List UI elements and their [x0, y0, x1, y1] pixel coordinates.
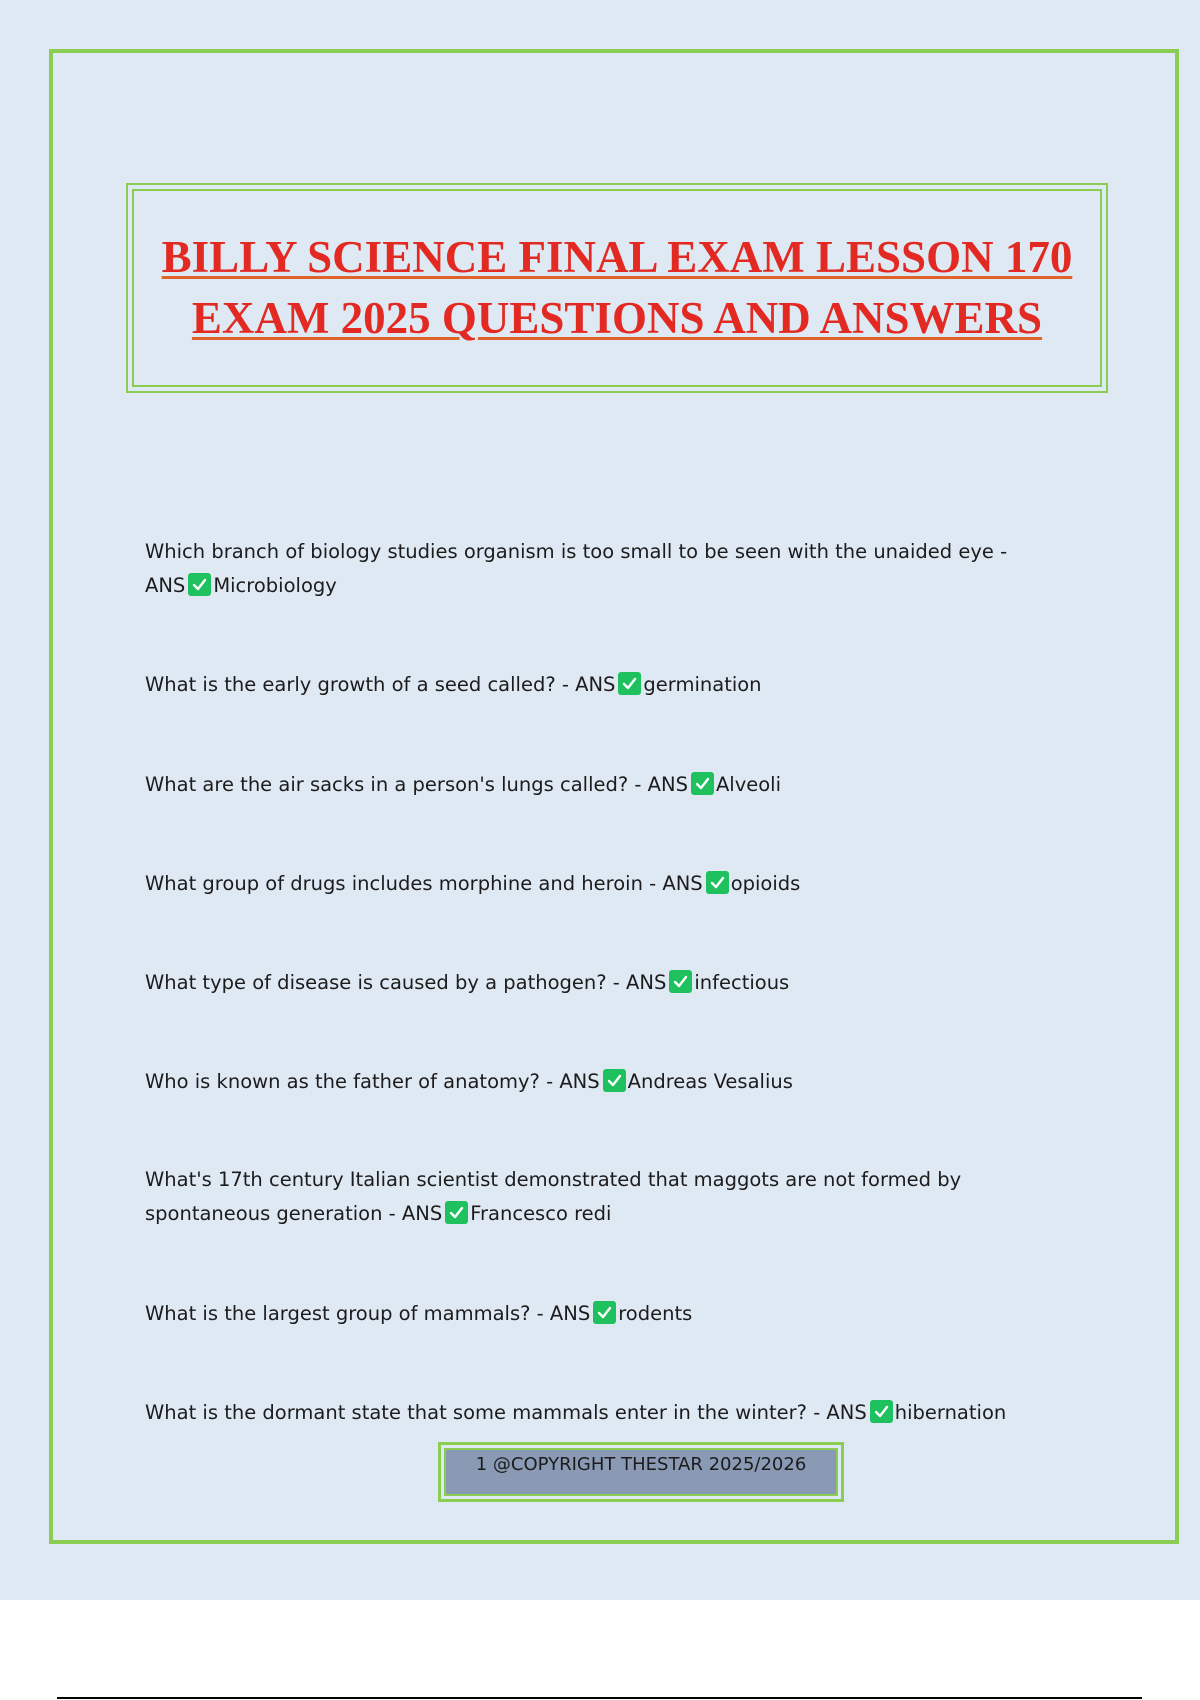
title-box-inner: [132, 189, 1102, 387]
check-icon: [445, 1201, 468, 1224]
question-text: What's 17th century Italian scientist demonstrated that maggots are not formed by spontaneous generation - ANS: [145, 1168, 962, 1225]
copyright-footer: 1 @COPYRIGHT THESTAR 2025/2026: [475, 1454, 807, 1475]
qa-item: [145, 966, 1045, 1000]
check-icon: [603, 1069, 626, 1092]
qa-item: [145, 535, 1045, 603]
question-text: What is the dormant state that some mammals enter in the winter? - ANS: [145, 1401, 867, 1424]
answer-text: rodents: [618, 1302, 693, 1325]
answer-text: Microbiology: [213, 574, 337, 597]
check-icon: [618, 672, 641, 695]
question-text: What is the early growth of a seed called? - ANS: [145, 673, 616, 696]
footer-inner: [444, 1448, 838, 1496]
answer-text: germination: [643, 673, 762, 696]
qa-item: [145, 1163, 1045, 1231]
check-icon: [188, 573, 211, 596]
answer-text: Francesco redi: [470, 1202, 612, 1225]
qa-item: [145, 1065, 1045, 1099]
document-title: BILLY SCIENCE FINAL EXAM LESSON 170 EXAM 2025 QUESTIONS AND ANSWERS: [161, 232, 1073, 343]
question-text: What type of disease is caused by a pathogen? - ANS: [145, 971, 667, 994]
check-icon: [669, 970, 692, 993]
answer-text: hibernation: [894, 1401, 1007, 1424]
qa-item: [145, 1297, 1045, 1331]
answer-text: opioids: [730, 872, 801, 895]
title-box: [126, 183, 1108, 393]
qa-item: [145, 668, 1045, 702]
footer-box: [438, 1442, 844, 1502]
bottom-rule: [57, 1697, 1142, 1699]
question-text: What group of drugs includes morphine and heroin - ANS: [145, 872, 703, 895]
question-text: Which branch of biology studies organism is too small to be seen with the unaided eye - ANS: [145, 540, 1008, 597]
check-icon: [706, 871, 729, 894]
question-text: What are the air sacks in a person's lungs called? - ANS: [145, 773, 688, 796]
qa-item: [145, 867, 1045, 901]
check-icon: [870, 1400, 893, 1423]
check-icon: [593, 1301, 616, 1324]
qa-item: [145, 768, 1045, 802]
answer-text: Alveoli: [715, 773, 782, 796]
answer-text: Andreas Vesalius: [627, 1070, 793, 1093]
check-icon: [691, 772, 714, 795]
qa-item: [145, 1396, 1045, 1430]
answer-text: infectious: [694, 971, 790, 994]
question-text: Who is known as the father of anatomy? - ANS: [145, 1070, 600, 1093]
question-text: What is the largest group of mammals? - ANS: [145, 1302, 591, 1325]
